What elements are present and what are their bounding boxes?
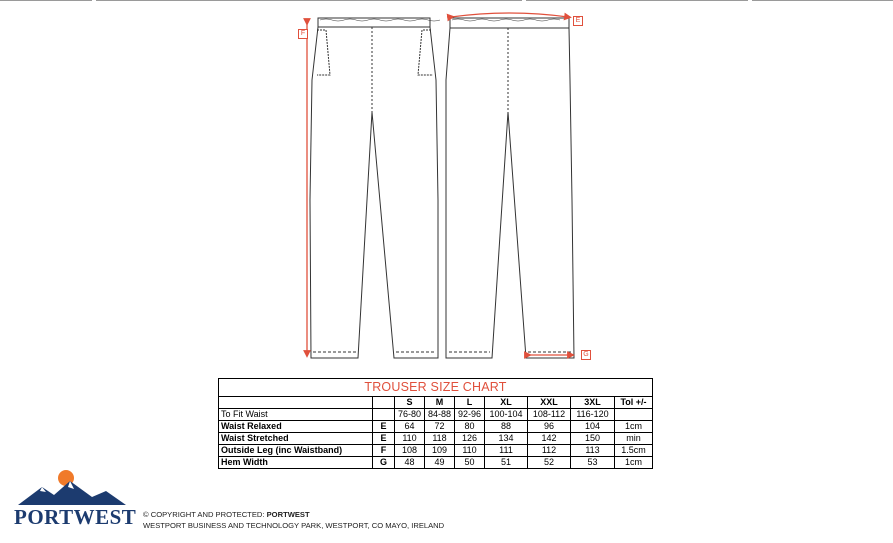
size-value: 76-80 bbox=[395, 409, 425, 421]
size-value: 142 bbox=[528, 433, 571, 445]
size-value: 150 bbox=[571, 433, 615, 445]
row-tolerance: 1cm bbox=[615, 421, 653, 433]
row-code: F bbox=[373, 445, 395, 457]
empty-cell bbox=[219, 397, 373, 409]
row-tolerance: 1cm bbox=[615, 457, 653, 469]
empty-cell bbox=[373, 397, 395, 409]
marker-g: G bbox=[581, 350, 591, 360]
size-value: 134 bbox=[485, 433, 528, 445]
size-value: 92-96 bbox=[455, 409, 485, 421]
size-chart-table bbox=[218, 378, 653, 469]
size-value: 51 bbox=[485, 457, 528, 469]
waist-arrow bbox=[451, 13, 568, 17]
front-view bbox=[310, 18, 440, 358]
size-value: 110 bbox=[395, 433, 425, 445]
row-tolerance: 1.5cm bbox=[615, 445, 653, 457]
row-code bbox=[373, 409, 395, 421]
back-view bbox=[446, 18, 574, 358]
size-header-row bbox=[219, 397, 653, 409]
table-row bbox=[219, 445, 653, 457]
size-header: XL bbox=[485, 397, 528, 409]
row-tolerance: min bbox=[615, 433, 653, 445]
size-header: S bbox=[395, 397, 425, 409]
size-value: 96 bbox=[528, 421, 571, 433]
row-label: Waist Stretched bbox=[219, 433, 373, 445]
row-tolerance bbox=[615, 409, 653, 421]
brand-name: PORTWEST bbox=[14, 505, 137, 529]
size-value: 110 bbox=[455, 445, 485, 457]
size-value: 53 bbox=[571, 457, 615, 469]
front-outline bbox=[310, 27, 438, 358]
row-code: E bbox=[373, 421, 395, 433]
back-outline bbox=[446, 28, 574, 358]
table-row bbox=[219, 421, 653, 433]
front-waistband bbox=[318, 18, 430, 27]
size-value: 48 bbox=[395, 457, 425, 469]
size-header: XXL bbox=[528, 397, 571, 409]
measure-arrows bbox=[307, 13, 571, 355]
row-label: To Fit Waist bbox=[219, 409, 373, 421]
front-pocket-left bbox=[317, 30, 330, 75]
table-row bbox=[219, 457, 653, 469]
table-row bbox=[219, 433, 653, 445]
size-value: 108 bbox=[395, 445, 425, 457]
size-value: 126 bbox=[455, 433, 485, 445]
copyright-brand: PORTWEST bbox=[266, 510, 310, 519]
size-value: 72 bbox=[425, 421, 455, 433]
size-value: 88 bbox=[485, 421, 528, 433]
size-value: 84-88 bbox=[425, 409, 455, 421]
size-value: 104 bbox=[571, 421, 615, 433]
size-value: 108-112 bbox=[528, 409, 571, 421]
size-value: 113 bbox=[571, 445, 615, 457]
marker-f: F bbox=[298, 29, 308, 39]
size-value: 49 bbox=[425, 457, 455, 469]
size-value: 50 bbox=[455, 457, 485, 469]
size-value: 109 bbox=[425, 445, 455, 457]
size-header: 3XL bbox=[571, 397, 615, 409]
row-code: G bbox=[373, 457, 395, 469]
tolerance-header: Tol +/- bbox=[615, 397, 653, 409]
copyright-block bbox=[143, 509, 444, 531]
size-value: 118 bbox=[425, 433, 455, 445]
chart-body bbox=[219, 409, 653, 469]
row-code: E bbox=[373, 433, 395, 445]
mountain-icon bbox=[18, 481, 126, 505]
size-value: 80 bbox=[455, 421, 485, 433]
marker-e: E bbox=[573, 16, 583, 26]
size-value: 112 bbox=[528, 445, 571, 457]
row-label: Outside Leg (inc Waistband) bbox=[219, 445, 373, 457]
address-line: WESTPORT BUSINESS AND TECHNOLOGY PARK, WESTPORT, CO MAYO, IRELAND bbox=[143, 521, 445, 530]
size-value: 52 bbox=[528, 457, 571, 469]
copyright-prefix: © COPYRIGHT AND PROTECTED: bbox=[143, 510, 267, 519]
table-row bbox=[219, 409, 653, 421]
row-label: Waist Relaxed bbox=[219, 421, 373, 433]
size-header: M bbox=[425, 397, 455, 409]
size-value: 116-120 bbox=[571, 409, 615, 421]
size-header: L bbox=[455, 397, 485, 409]
copyright-line bbox=[143, 509, 444, 520]
size-value: 111 bbox=[485, 445, 528, 457]
chart-title: TROUSER SIZE CHART bbox=[219, 379, 653, 397]
size-value: 100-104 bbox=[485, 409, 528, 421]
row-label: Hem Width bbox=[219, 457, 373, 469]
size-value: 64 bbox=[395, 421, 425, 433]
